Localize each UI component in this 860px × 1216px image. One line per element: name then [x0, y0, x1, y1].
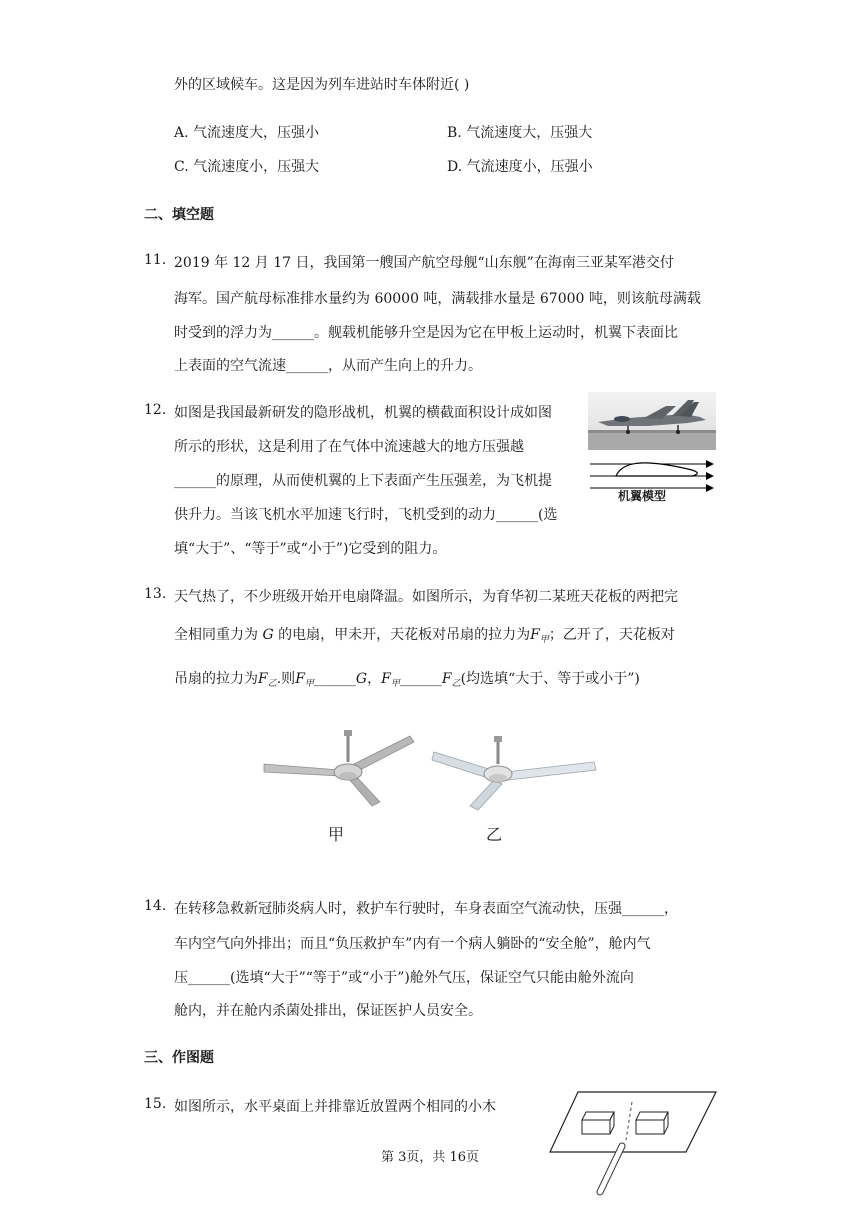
- q10-option-a: A. 气流速度大，压强小: [174, 125, 320, 141]
- q11-number: 11.: [144, 252, 167, 268]
- q12-line-1: 如图是我国最新研发的隐形战机，机翼的横截面积设计成如图: [174, 405, 552, 421]
- comma: ，: [367, 671, 382, 687]
- subscript-jia-3: 甲: [390, 679, 400, 689]
- q11-line-1: 2019 年 12 月 17 日，我国第一艘国产航空母舰“山东舰”在海南三亚某军港交付: [174, 255, 674, 271]
- q11-line-3: 时受到的浮力为______。舰载机能够升空是因为它在甲板上运动时，机翼下表面比: [174, 325, 678, 341]
- section-title-fill-blank: 二、填空题: [144, 207, 214, 223]
- q12-line-2: 所示的形状，这是利用了在气体中流速越大的地方压强越: [174, 439, 524, 455]
- subscript-jia-2: 甲: [304, 679, 314, 689]
- symbol-f-yi: F: [258, 671, 268, 687]
- symbol-f-jia-2: F: [295, 671, 305, 687]
- q13-number: 13.: [144, 586, 167, 602]
- symbol-f-jia: F: [530, 627, 540, 643]
- wood-blocks-diagram: [548, 1086, 718, 1196]
- q12-line-5: 填“大于”、“等于”或“小于”)它受到的阻力。: [174, 541, 447, 557]
- q13-line-3-text-a: 吊扇的拉力为: [174, 671, 258, 687]
- answer-blank-1: ______: [313, 671, 356, 687]
- q13-line-1: 天气热了，不少班级开始开电扇降温。如图所示，为育华初二某班天花板的两把完: [174, 589, 678, 605]
- symbol-g: G: [262, 627, 274, 643]
- symbol-f-yi-2: F: [441, 671, 452, 687]
- subscript-jia: 甲: [539, 635, 549, 645]
- subscript-yi-2: 乙: [451, 679, 461, 689]
- q15-line-1: 如图所示，水平桌面上并排靠近放置两个相同的小木: [174, 1099, 496, 1115]
- q13-line-2-text-c: ；乙开了，天花板对: [548, 627, 675, 643]
- q10-option-c: C. 气流速度小，压强大: [174, 159, 320, 175]
- q15-number: 15.: [144, 1096, 167, 1112]
- q11-line-4: 上表面的空气流速______，从而产生向上的升力。: [174, 358, 482, 374]
- q14-line-3: 压______(选填“大于”“等于”或“小于”)舱外气压，保证空气只能由舱外流向: [174, 970, 634, 986]
- q13-line-2-text-a: 全相同重力为: [174, 627, 263, 643]
- page-footer: 第 3页，共 16页: [380, 1150, 480, 1165]
- symbol-f-jia-3: F: [381, 671, 391, 687]
- fan-label-jia: 甲: [328, 825, 345, 844]
- q14-number: 14.: [144, 898, 167, 914]
- q14-line-2: 车内空气向外排出；而且“负压救护车”内有一个病人躺卧的“安全舱”，舱内气: [174, 936, 651, 952]
- symbol-g-2: G: [355, 671, 368, 687]
- q11-line-2: 海军。国产航母标准排水量约为 60000 吨，满载排水量是 67000 吨，则该航母满载: [174, 291, 701, 307]
- fan-label-yi: 乙: [486, 825, 503, 844]
- stealth-fighter-image: [588, 392, 716, 450]
- q10-option-d: D. 气流速度小，压强小: [447, 159, 593, 175]
- q13-line-3-text-c: (均选填“大于、等于或小于”): [460, 671, 640, 687]
- q13-line-3: [174, 668, 640, 689]
- q12-line-4: 供升力。当该飞机水平加速飞行时，飞机受到的动力______(选: [174, 507, 558, 523]
- q13-line-3-text-b: .则: [276, 671, 296, 687]
- q10-option-b: B. 气流速度大，压强大: [447, 125, 593, 141]
- ceiling-fan-yi-image: [430, 734, 600, 814]
- answer-blank-2: ______: [399, 671, 442, 687]
- section-title-drawing: 三、作图题: [144, 1050, 214, 1066]
- q12-line-3: ______的原理，从而使机翼的上下表面产生压强差，为飞机提: [174, 473, 552, 489]
- q14-line-1: 在转移急救新冠肺炎病人时，救护车行驶时，车身表面空气流动快，压强______，: [174, 901, 678, 917]
- q10-stem-line: 外的区域候车。这是因为列车进站时车体附近( ): [174, 77, 470, 93]
- wing-model-label: 机翼模型: [618, 489, 667, 503]
- ceiling-fan-jia-image: [258, 728, 418, 808]
- q13-line-2: [174, 624, 675, 645]
- q14-line-4: 舱内，并在舱内杀菌处排出，保证医护人员安全。: [174, 1003, 482, 1019]
- subscript-yi: 乙: [267, 679, 277, 689]
- q13-line-2-text-b: 的电扇，甲未开，天花板对吊扇的拉力为: [273, 627, 531, 643]
- q12-number: 12.: [144, 402, 167, 418]
